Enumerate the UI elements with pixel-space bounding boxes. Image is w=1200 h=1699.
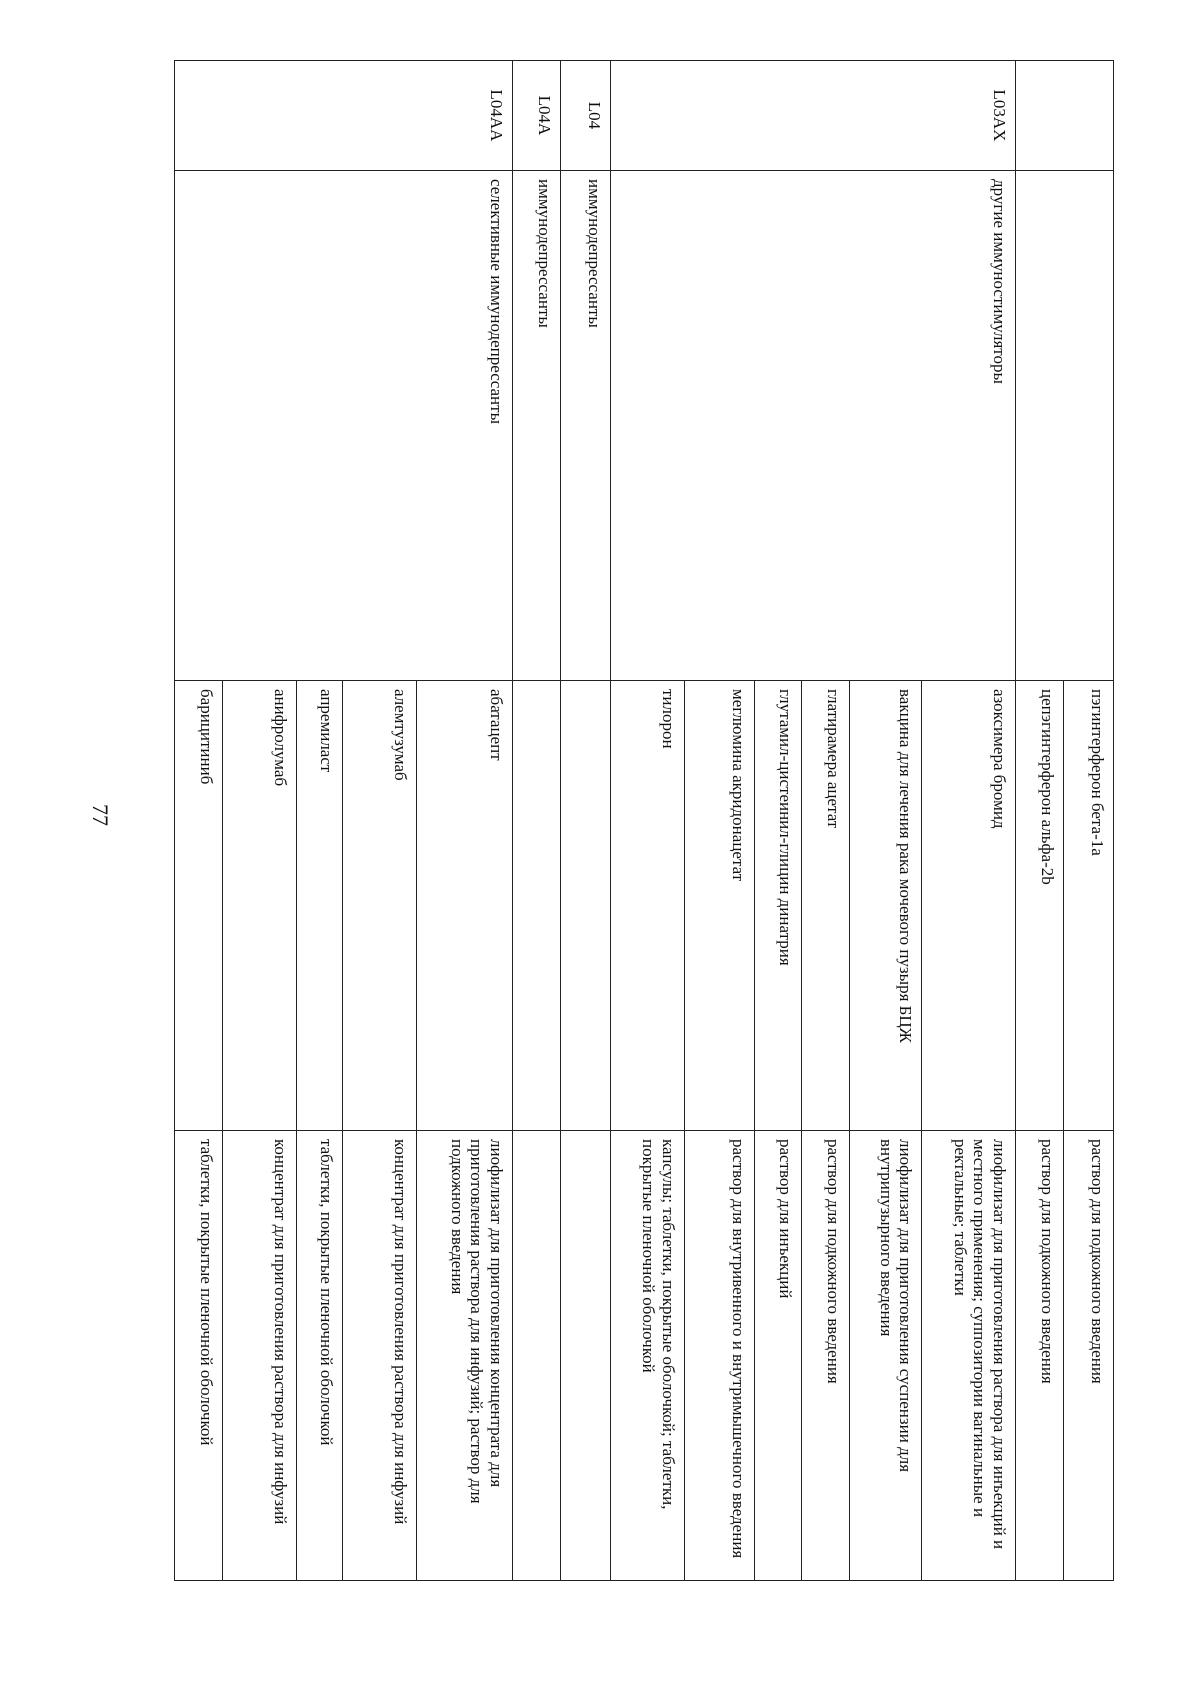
dosage-form-cell: таблетки, покрытые пленочной оболочкой <box>175 1131 223 1581</box>
dosage-form-cell <box>560 1131 610 1581</box>
atc-code-cell <box>1015 61 1113 171</box>
drug-name-cell: меглюмина акридонацетат <box>684 681 754 1131</box>
dosage-form-cell: раствор для подкожного введения <box>802 1131 850 1581</box>
dosage-form-cell: таблетки, покрытые пленочной оболочкой <box>297 1131 343 1581</box>
drug-name-cell: вакцина для лечения рака мочевого пузыря БЦЖ <box>850 681 922 1131</box>
dosage-form-cell: раствор для инъекций <box>754 1131 802 1581</box>
atc-group-cell: иммунодепрессанты <box>560 171 610 681</box>
page-number: 77 <box>88 804 113 826</box>
drug-name-cell: тилорон <box>610 681 684 1131</box>
atc-code-cell: L04AA <box>175 61 513 171</box>
dosage-form-cell: раствор для подкожного введения <box>1015 1131 1063 1581</box>
drug-name-cell: анифролумаб <box>223 681 297 1131</box>
drug-name-cell: апремиласт <box>297 681 343 1131</box>
atc-group-cell: селективные иммунодепрессанты <box>175 171 513 681</box>
drug-name-cell <box>512 681 560 1131</box>
drug-name-cell: абатацепт <box>416 681 512 1131</box>
drug-table <box>174 60 1114 1581</box>
dosage-form-cell: лиофилизат для приготовления суспензии для внутрипузырного введения <box>850 1131 922 1581</box>
dosage-form-cell: раствор для подкожного введения <box>1063 1131 1113 1581</box>
drug-table-rotated <box>174 60 1114 1580</box>
atc-code-cell: L03AX <box>610 61 1015 171</box>
dosage-form-cell <box>512 1131 560 1581</box>
dosage-form-cell: концентрат для приготовления раствора для инфузий <box>342 1131 416 1581</box>
atc-code-cell: L04 <box>560 61 610 171</box>
drug-name-cell: цепэгинтерферон альфа-2b <box>1015 681 1063 1131</box>
table-row <box>512 61 560 1581</box>
table-row <box>560 61 610 1581</box>
table-row <box>416 61 512 1581</box>
dosage-form-cell: раствор для внутривенного и внутримышечного введения <box>684 1131 754 1581</box>
dosage-form-cell: лиофилизат для приготовления концентрата для приготовления раствора для инфузий; раствор для подкожного введения <box>416 1131 512 1581</box>
drug-name-cell <box>560 681 610 1131</box>
atc-group-cell <box>1015 171 1113 681</box>
drug-name-cell: глатирамера ацетат <box>802 681 850 1131</box>
atc-code-cell: L04A <box>512 61 560 171</box>
atc-group-cell: иммунодепрессанты <box>512 171 560 681</box>
table-row <box>1063 61 1113 1581</box>
atc-group-cell: другие иммуностимуляторы <box>610 171 1015 681</box>
dosage-form-cell: концентрат для приготовления раствора для инфузий <box>223 1131 297 1581</box>
drug-name-cell: алемтузумаб <box>342 681 416 1131</box>
drug-name-cell: барицитиниб <box>175 681 223 1131</box>
drug-name-cell: пэгинтерферон бета-1а <box>1063 681 1113 1131</box>
dosage-form-cell: лиофилизат для приготовления раствора для инъекций и местного применения; суппозитории вагинальные и ректальные; таблетки <box>922 1131 1016 1581</box>
table-row <box>922 61 1016 1581</box>
drug-name-cell: глутамил-цистеинил-глицин динатрия <box>754 681 802 1131</box>
drug-name-cell: азоксимера бромид <box>922 681 1016 1131</box>
dosage-form-cell: капсулы; таблетки, покрытые оболочкой; таблетки, покрытые пленочной оболочкой <box>610 1131 684 1581</box>
